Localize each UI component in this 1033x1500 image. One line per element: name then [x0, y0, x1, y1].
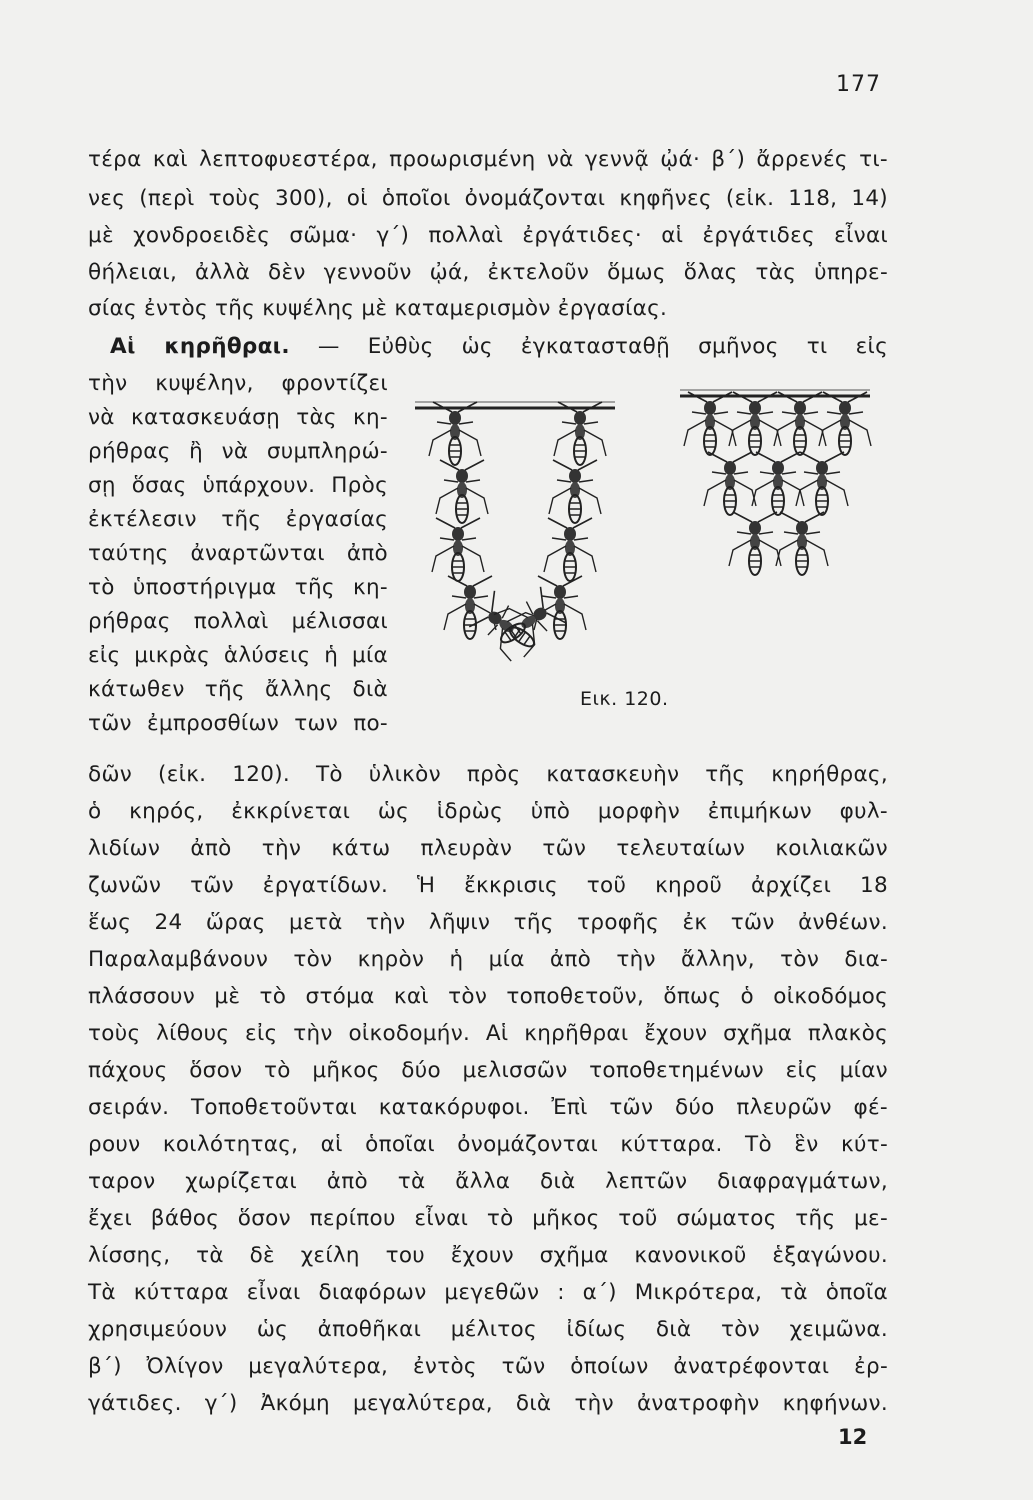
- text-line: ζωνῶν τῶν ἐργατίδων. Ἡ ἔκκρισις τοῦ κηροῦ ἀρχίζει 18: [88, 873, 888, 898]
- heading-continuation: — Εὐθὺς ὡς ἐγκατασταθῇ σμῆνος τι εἰς: [289, 334, 889, 359]
- text-line: κάτωθεν τῆς ἄλλης διὰ: [88, 677, 388, 702]
- bee-chains-illustration: [410, 378, 875, 678]
- text-line: Παραλαμβάνουν τὸν κηρὸν ἡ μία ἀπὸ τὴν ἄλλην, τὸν δια-: [88, 947, 888, 972]
- text-line: δῶν (εἰκ. 120). Τὸ ὑλικὸν πρὸς κατασκευὴν τῆς κηρήθρας,: [88, 762, 888, 787]
- text-line: ρήθρας πολλαὶ μέλισσαι: [88, 609, 388, 634]
- text-line: λίσσης, τὰ δὲ χείλη του ἔχουν σχῆμα κανονικοῦ ἑξαγώνου.: [88, 1243, 888, 1268]
- text-line: ρήθρας ἢ νὰ συμπληρώ-: [88, 439, 388, 464]
- text-line: πλάσσουν μὲ τὸ στόμα καὶ τὸν τοποθετοῦν, ὅπως ὁ οἰκοδόμος: [88, 984, 888, 1009]
- text-line: ταρον χωρίζεται ἀπὸ τὰ ἄλλα διὰ λεπτῶν διαφραγμάτων,: [88, 1169, 888, 1194]
- text-line: σειράν. Τοποθετοῦνται κατακόρυφοι. Ἐπὶ τῶν δύο πλευρῶν φέ-: [88, 1095, 888, 1120]
- text-line: νὰ κατασκευάσῃ τὰς κη-: [88, 405, 388, 430]
- text-line: ἕως 24 ὥρας μετὰ τὴν λῆψιν τῆς τροφῆς ἐκ τῶν ἀνθέων.: [88, 910, 888, 935]
- text-line: τοὺς λίθους εἰς τὴν οἰκοδομήν. Αἱ κηρῆθραι ἔχουν σχῆμα πλακὸς: [88, 1021, 888, 1046]
- text-line: ταύτης ἀναρτῶνται ἀπὸ: [88, 541, 388, 566]
- signature-mark: 12: [838, 1425, 868, 1449]
- text-line: λιδίων ἀπὸ τὴν κάτω πλευρὰν τῶν τελευταίων κοιλιακῶν: [88, 836, 888, 861]
- text-line: ὁ κηρός, ἐκκρίνεται ὡς ἱδρὼς ὑπὸ μορφὴν ἐπιμήκων φυλ-: [88, 799, 888, 824]
- text-line: Τὰ κύτταρα εἶναι διαφόρων μεγεθῶν : α΄) Μικρότερα, τὰ ὁποῖα: [88, 1280, 888, 1305]
- text-line: χρησιμεύουν ὡς ἀποθῆκαι μέλιτος ἰδίως διὰ τὸν χειμῶνα.: [88, 1317, 888, 1342]
- figure-caption: Εικ. 120.: [580, 688, 669, 710]
- text-line: τέρα καὶ λεπτοφυεστέρα, προωρισμένη νὰ γεννᾷ ᾠά· β΄) ἄρρενές τι-: [88, 147, 888, 172]
- text-line: σίας ἐντὸς τῆς κυψέλης μὲ καταμερισμὸν ἐργασίας.: [88, 296, 668, 321]
- text-line: β΄) Ὀλίγον μεγαλύτερα, ἐντὸς τῶν ὁποίων ἀνατρέφονται ἐρ-: [88, 1354, 888, 1379]
- text-line: τῶν ἐμπροσθίων των πο-: [88, 711, 388, 736]
- text-line: ρουν κοιλότητας, αἱ ὁποῖαι ὀνομάζονται κύτταρα. Τὸ ἓν κύτ-: [88, 1132, 888, 1157]
- text-line: εἰς μικρὰς ἁλύσεις ἡ μία: [88, 643, 388, 668]
- section-heading-line: [110, 332, 888, 362]
- text-line: σῃ ὅσας ὑπάρχουν. Πρὸς: [88, 473, 388, 498]
- text-line: ἐκτέλεσιν τῆς ἐργασίας: [88, 507, 388, 532]
- text-line: ἔχει βάθος ὅσον περίπου εἶναι τὸ μῆκος τοῦ σώματος τῆς με-: [88, 1206, 888, 1231]
- text-line: πάχους ὅσον τὸ μῆκος δύο μελισσῶν τοποθετημένων εἰς μίαν: [88, 1058, 888, 1083]
- section-heading: Αἱ κηρῆθραι.: [110, 334, 290, 359]
- text-line: θήλειαι, ἀλλὰ δὲν γεννοῦν ᾠά, ἐκτελοῦν ὅμως ὅλας τὰς ὑπηρε-: [88, 260, 888, 285]
- text-line: μὲ χονδροειδὲς σῶμα· γ΄) πολλαὶ ἐργάτιδες· αἱ ἐργάτιδες εἶναι: [88, 223, 888, 248]
- text-line: γάτιδες. γ΄) Ἀκόμη μεγαλύτερα, διὰ τὴν ἀνατροφὴν κηφήνων.: [88, 1391, 888, 1416]
- page-number: 177: [836, 72, 881, 97]
- text-line: τὴν κυψέλην, φροντίζει: [88, 371, 388, 396]
- text-line: τὸ ὑποστήριγμα τῆς κη-: [88, 575, 388, 600]
- text-line: νες (περὶ τοὺς 300), οἱ ὁποῖοι ὀνομάζονται κηφῆνες (εἰκ. 118, 14): [88, 186, 888, 211]
